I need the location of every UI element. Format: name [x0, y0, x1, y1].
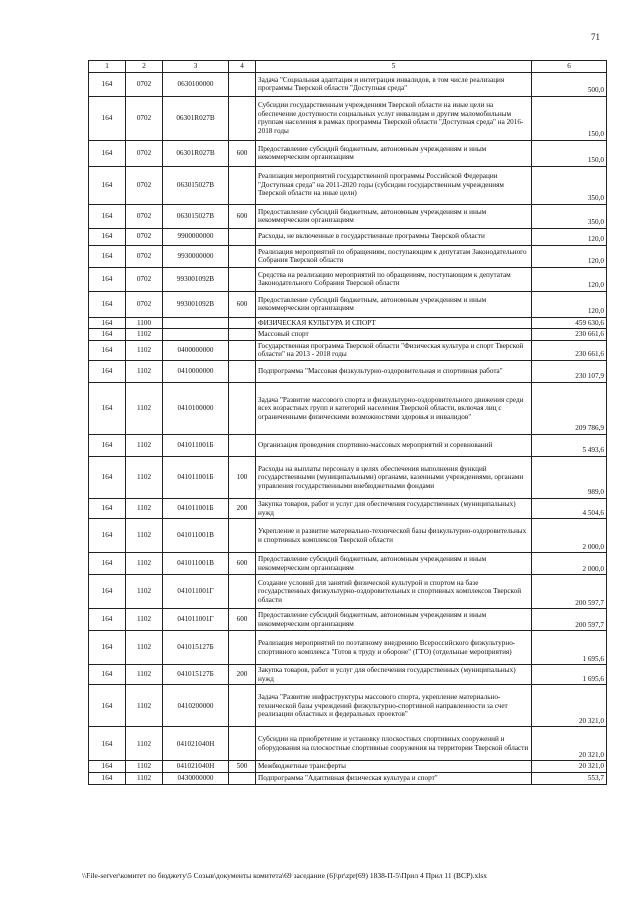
cell-description: Предоставление субсидий бюджетным, автономным учреждениям и иным некоммерческим организациям	[256, 609, 532, 631]
cell-amount: 500,0	[532, 72, 607, 96]
cell-section-code: 1102	[126, 685, 163, 727]
cell-expense-type	[229, 72, 256, 96]
cell-description: Задача "Развитие массового спорта и физкультурно-оздоровительного движения среди всех возрастных групп и категорий населения Тверской области, включая лиц с ограниченными физическими возможностями здоровья и инвалидов"	[256, 382, 532, 434]
cell-ministry-code: 164	[89, 228, 126, 245]
cell-expense-type: 100	[229, 456, 256, 498]
cell-description: Государственная программа Тверской области "Физическая культура и спорт Тверской области" на 2013 - 2018 годы	[256, 340, 532, 360]
cell-target-article: 041011001Г	[163, 609, 229, 631]
table-row	[89, 166, 607, 204]
cell-ministry-code: 164	[89, 609, 126, 631]
cell-expense-type	[229, 329, 256, 341]
table-row	[89, 72, 607, 96]
table-row	[89, 329, 607, 341]
cell-section-code: 1102	[126, 519, 163, 553]
cell-section-code: 1102	[126, 498, 163, 518]
cell-ministry-code: 164	[89, 204, 126, 228]
cell-ministry-code: 164	[89, 761, 126, 773]
cell-description: Субсидии государственным учреждениям Тверской области на иные цели на обеспечение доступности социальных услуг инвалидам и другим маломобильным группам населения в рамках программы Тверской области "Доступная среда" на 2016-2018 годы	[256, 96, 532, 140]
cell-section-code: 0702	[126, 72, 163, 96]
table-row	[89, 575, 607, 609]
cell-expense-type	[229, 631, 256, 665]
cell-amount: 209 786,9	[532, 382, 607, 434]
cell-section-code: 1102	[126, 382, 163, 434]
table-row	[89, 761, 607, 773]
column-header: 2	[126, 61, 163, 73]
cell-ministry-code: 164	[89, 498, 126, 518]
cell-amount: 120,0	[532, 245, 607, 267]
cell-amount: 20 321,0	[532, 761, 607, 773]
cell-target-article: 0410000000	[163, 360, 229, 382]
cell-section-code: 1100	[126, 317, 163, 329]
cell-expense-type	[229, 434, 256, 456]
cell-section-code: 1102	[126, 772, 163, 784]
table-row	[89, 434, 607, 456]
cell-description: Реализация мероприятий государственной программы Российской Федерации "Доступная среда" на 2011-2020 годы (субсидии государственным учреждениям Тверской области на иные цели)	[256, 166, 532, 204]
cell-section-code: 1102	[126, 727, 163, 761]
cell-target-article: 041015127Б	[163, 665, 229, 685]
cell-expense-type: 600	[229, 291, 256, 317]
cell-expense-type: 600	[229, 204, 256, 228]
page-number: 71	[591, 32, 600, 42]
table-row	[89, 665, 607, 685]
cell-amount: 553,7	[532, 772, 607, 784]
cell-ministry-code: 164	[89, 340, 126, 360]
cell-section-code: 1102	[126, 360, 163, 382]
cell-section-code: 0702	[126, 96, 163, 140]
file-path-footer: \\File-server\комитет по бюджету\5 Созыв\документы комитета\69 заседание (6)\pr\zpr(69) 1838-П-5\Прил 4 Прил 11 (ВСР).xlsx	[82, 871, 488, 880]
cell-section-code: 1102	[126, 434, 163, 456]
cell-target-article: 06301R027B	[163, 96, 229, 140]
cell-description: Предоставление субсидий бюджетным, автономным учреждениям и иным некоммерческим организациям	[256, 291, 532, 317]
cell-ministry-code: 164	[89, 291, 126, 317]
cell-target-article: 041011001В	[163, 519, 229, 553]
cell-amount: 5 493,6	[532, 434, 607, 456]
table-row	[89, 204, 607, 228]
cell-ministry-code: 164	[89, 267, 126, 291]
cell-target-article: 041011001Б	[163, 456, 229, 498]
cell-amount: 230 661,6	[532, 329, 607, 341]
table-row	[89, 140, 607, 166]
cell-description: Средства на реализацию мероприятий по обращениям, поступающим к депутатам Законодательного Собрания Тверской области	[256, 267, 532, 291]
cell-section-code: 0702	[126, 291, 163, 317]
cell-amount: 2 000,0	[532, 553, 607, 575]
cell-target-article: 993001092B	[163, 291, 229, 317]
cell-target-article: 0410100000	[163, 382, 229, 434]
cell-section-code: 1102	[126, 761, 163, 773]
cell-description: ФИЗИЧЕСКАЯ КУЛЬТУРА И СПОРТ	[256, 317, 532, 329]
cell-ministry-code: 164	[89, 72, 126, 96]
cell-amount: 150,0	[532, 140, 607, 166]
cell-ministry-code: 164	[89, 665, 126, 685]
cell-target-article: 063015027B	[163, 166, 229, 204]
cell-ministry-code: 164	[89, 360, 126, 382]
cell-ministry-code: 164	[89, 166, 126, 204]
cell-expense-type	[229, 96, 256, 140]
cell-ministry-code: 164	[89, 317, 126, 329]
cell-target-article	[163, 317, 229, 329]
cell-description: Задача "Развитие инфраструктуры массового спорта, укрепление материально-технической базы учреждений физкультурно-спортивной направленности за счет реализации областных и федеральных проектов"	[256, 685, 532, 727]
table-row	[89, 340, 607, 360]
cell-target-article: 041011001Б	[163, 498, 229, 518]
column-header: 3	[163, 61, 229, 73]
cell-ministry-code: 164	[89, 434, 126, 456]
cell-ministry-code: 164	[89, 96, 126, 140]
cell-section-code: 1102	[126, 665, 163, 685]
cell-ministry-code: 164	[89, 382, 126, 434]
budget-table-container	[88, 60, 606, 785]
cell-description: Реализация мероприятий по обращениям, поступающим к депутатам Законодательного Собрания Тверской области	[256, 245, 532, 267]
cell-ministry-code: 164	[89, 575, 126, 609]
cell-expense-type: 600	[229, 140, 256, 166]
cell-amount: 1 695,6	[532, 665, 607, 685]
table-row	[89, 360, 607, 382]
cell-description: Субсидии на приобретение и установку плоскостных спортивных сооружений и оборудования на плоскостные спортивные сооружения на территории Тверской области	[256, 727, 532, 761]
cell-ministry-code: 164	[89, 685, 126, 727]
cell-expense-type	[229, 772, 256, 784]
cell-target-article: 041015127Б	[163, 631, 229, 665]
cell-target-article: 0400000000	[163, 340, 229, 360]
table-row	[89, 382, 607, 434]
cell-ministry-code: 164	[89, 631, 126, 665]
cell-section-code: 0702	[126, 245, 163, 267]
cell-description: Задача "Социальная адаптация и интеграция инвалидов, в том числе реализация программы Тверской области "Доступная среда"	[256, 72, 532, 96]
cell-amount: 4 504,6	[532, 498, 607, 518]
table-row	[89, 245, 607, 267]
cell-section-code: 1102	[126, 329, 163, 341]
cell-ministry-code: 164	[89, 329, 126, 341]
cell-expense-type	[229, 382, 256, 434]
cell-amount: 20 321,0	[532, 685, 607, 727]
cell-expense-type	[229, 575, 256, 609]
cell-expense-type	[229, 245, 256, 267]
cell-amount: 120,0	[532, 228, 607, 245]
cell-target-article	[163, 329, 229, 341]
table-row	[89, 267, 607, 291]
cell-description: Предоставление субсидий бюджетным, автономным учреждениям и иным некоммерческим организациям	[256, 140, 532, 166]
cell-section-code: 1102	[126, 609, 163, 631]
cell-section-code: 0702	[126, 267, 163, 291]
cell-description: Межбюджетные трансферты	[256, 761, 532, 773]
cell-expense-type: 600	[229, 609, 256, 631]
cell-section-code: 0702	[126, 228, 163, 245]
table-row	[89, 727, 607, 761]
cell-description: Закупка товаров, работ и услуг для обеспечения государственных (муниципальных) нужд	[256, 665, 532, 685]
cell-target-article: 041011001Г	[163, 575, 229, 609]
cell-expense-type: 600	[229, 553, 256, 575]
cell-expense-type	[229, 228, 256, 245]
cell-target-article: 0430000000	[163, 772, 229, 784]
cell-amount: 459 630,6	[532, 317, 607, 329]
cell-target-article: 0630100000	[163, 72, 229, 96]
cell-amount: 120,0	[532, 291, 607, 317]
cell-amount: 989,0	[532, 456, 607, 498]
cell-amount: 150,0	[532, 96, 607, 140]
cell-description: Создание условий для занятий физической культурой и спортом на базе государственных физкультурно-оздоровительных и спортивных комплексов Тверской области	[256, 575, 532, 609]
cell-expense-type: 500	[229, 761, 256, 773]
table-row	[89, 631, 607, 665]
cell-target-article: 9900000000	[163, 228, 229, 245]
table-row	[89, 553, 607, 575]
cell-description: Укрепление и развитие материально-технической базы физкультурно-оздоровительных и спортивных комплексов Тверской области	[256, 519, 532, 553]
cell-expense-type	[229, 340, 256, 360]
cell-expense-type	[229, 727, 256, 761]
cell-amount: 20 321,0	[532, 727, 607, 761]
column-header: 4	[229, 61, 256, 73]
table-header-row	[89, 61, 607, 73]
table-row	[89, 456, 607, 498]
cell-target-article: 993001092B	[163, 267, 229, 291]
cell-target-article: 041021040Н	[163, 727, 229, 761]
cell-amount: 120,0	[532, 267, 607, 291]
cell-target-article: 041011001Б	[163, 434, 229, 456]
table-row	[89, 519, 607, 553]
cell-section-code: 1102	[126, 575, 163, 609]
cell-description: Подпрограмма "Массовая физкультурно-оздоровительная и спортивная работа"	[256, 360, 532, 382]
cell-expense-type	[229, 166, 256, 204]
cell-expense-type	[229, 360, 256, 382]
cell-section-code: 0702	[126, 140, 163, 166]
cell-section-code: 1102	[126, 553, 163, 575]
cell-description: Предоставление субсидий бюджетным, автономным учреждениям и иным некоммерческим организациям	[256, 204, 532, 228]
cell-target-article: 041011001В	[163, 553, 229, 575]
cell-expense-type	[229, 267, 256, 291]
table-row	[89, 291, 607, 317]
cell-amount: 350,0	[532, 204, 607, 228]
budget-table	[88, 60, 607, 785]
cell-description: Расходы, не включенные в государственные программы Тверской области	[256, 228, 532, 245]
cell-section-code: 0702	[126, 166, 163, 204]
table-row	[89, 772, 607, 784]
cell-expense-type	[229, 519, 256, 553]
cell-expense-type	[229, 317, 256, 329]
cell-amount: 230 661,6	[532, 340, 607, 360]
cell-ministry-code: 164	[89, 245, 126, 267]
cell-amount: 230 107,9	[532, 360, 607, 382]
cell-expense-type	[229, 685, 256, 727]
cell-ministry-code: 164	[89, 553, 126, 575]
table-row	[89, 609, 607, 631]
cell-description: Организация проведения спортивно-массовых мероприятий и соревнований	[256, 434, 532, 456]
cell-section-code: 1102	[126, 631, 163, 665]
cell-description: Закупка товаров, работ и услуг для обеспечения государственных (муниципальных) нужд	[256, 498, 532, 518]
cell-target-article: 06301R027B	[163, 140, 229, 166]
column-header: 5	[256, 61, 532, 73]
column-header: 1	[89, 61, 126, 73]
cell-amount: 200 597,7	[532, 609, 607, 631]
table-row	[89, 96, 607, 140]
cell-target-article: 0410200000	[163, 685, 229, 727]
cell-expense-type: 200	[229, 665, 256, 685]
cell-amount: 350,0	[532, 166, 607, 204]
cell-amount: 1 695,6	[532, 631, 607, 665]
cell-ministry-code: 164	[89, 456, 126, 498]
table-row	[89, 317, 607, 329]
cell-expense-type: 200	[229, 498, 256, 518]
cell-description: Расходы на выплаты персоналу в целях обеспечения выполнения функций государственными (муниципальными) органами, казенными учреждениями, органами управления государственными внебюджетными фондами	[256, 456, 532, 498]
table-row	[89, 498, 607, 518]
cell-ministry-code: 164	[89, 772, 126, 784]
cell-amount: 2 000,0	[532, 519, 607, 553]
cell-section-code: 1102	[126, 340, 163, 360]
cell-amount: 200 597,7	[532, 575, 607, 609]
cell-description: Реализация мероприятий по поэтапному внедрению Всероссийского физкультурно-спортивного комплекса "Готов к труду и обороне" (ГТО) (отдельные мероприятия)	[256, 631, 532, 665]
cell-target-article: 041021040Н	[163, 761, 229, 773]
cell-description: Подпрограмма "Адаптивная физическая культура и спорт"	[256, 772, 532, 784]
cell-ministry-code: 164	[89, 519, 126, 553]
cell-description: Массовый спорт	[256, 329, 532, 341]
cell-section-code: 1102	[126, 456, 163, 498]
table-row	[89, 685, 607, 727]
cell-ministry-code: 164	[89, 140, 126, 166]
cell-ministry-code: 164	[89, 727, 126, 761]
cell-target-article: 063015027B	[163, 204, 229, 228]
cell-target-article: 9930000000	[163, 245, 229, 267]
column-header: 6	[532, 61, 607, 73]
cell-section-code: 0702	[126, 204, 163, 228]
cell-description: Предоставление субсидий бюджетным, автономным учреждениям и иным некоммерческим организациям	[256, 553, 532, 575]
table-body	[89, 72, 607, 784]
table-row	[89, 228, 607, 245]
